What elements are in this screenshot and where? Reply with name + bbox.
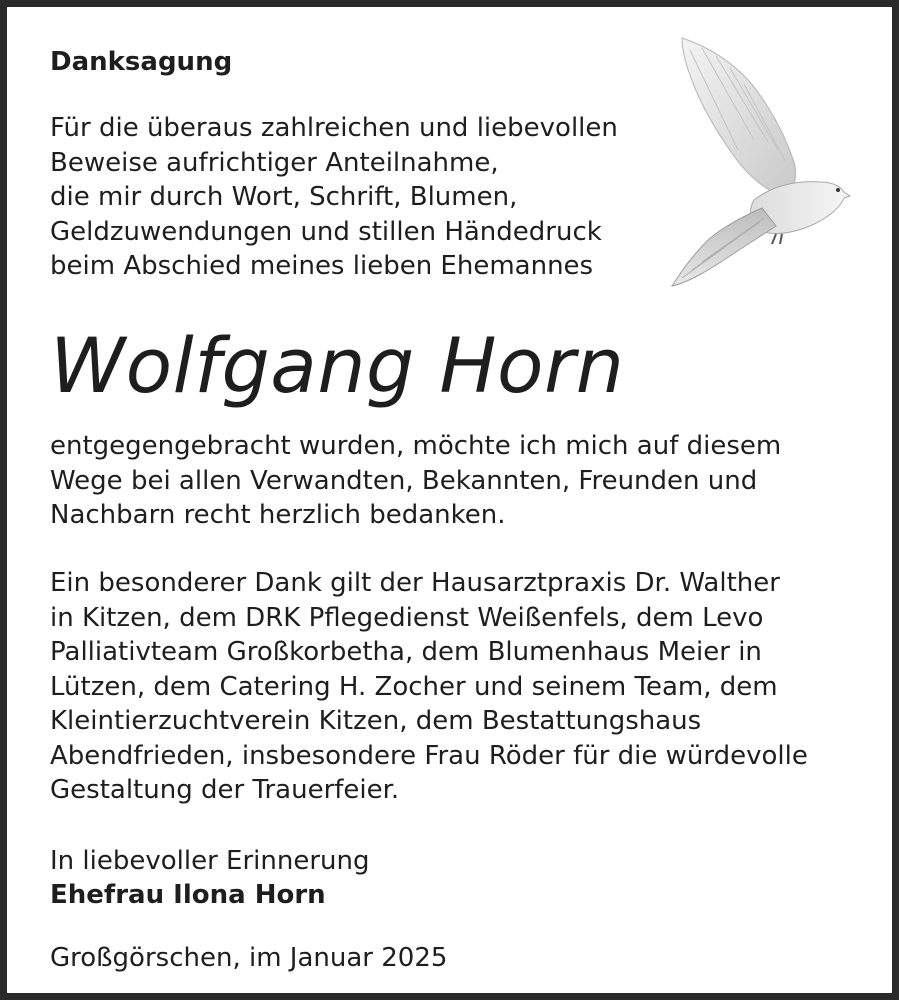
dove-icon (668, 30, 853, 292)
thanks-line: entgegengebracht wurden, möchte ich mich auf diesem (50, 431, 782, 461)
intro-text (50, 111, 618, 284)
intro-line: Für die überaus zahlreichen und liebevollen (50, 113, 618, 143)
special-thanks-line: Kleintierzuchtverein Kitzen, dem Bestattungshaus (50, 706, 702, 736)
special-thanks-line: Palliativteam Großkorbetha, dem Blumenhaus Meier in (50, 637, 762, 667)
place-date: Großgörschen, im Januar 2025 (50, 943, 448, 973)
thanks-paragraph (50, 429, 781, 533)
signature: Ehefrau Ilona Horn (50, 880, 326, 910)
special-thanks-paragraph (50, 566, 808, 808)
special-thanks-line: Abendfrieden, insbesondere Frau Röder für die würdevolle (50, 740, 808, 771)
special-thanks-line: in Kitzen, dem DRK Pflegedienst Weißenfels, dem Levo (50, 602, 764, 633)
special-thanks-line: Ein besonderer Dank gilt der Hausarztpraxis Dr. Walther (50, 568, 780, 598)
intro-line: beim Abschied meines lieben Ehemannes (50, 251, 594, 281)
thanks-line: Wege bei allen Verwandten, Bekannten, Freunden und (50, 465, 758, 496)
deceased-name: Wolfgang Horn (50, 321, 625, 410)
special-thanks-line: Gestaltung der Trauerfeier. (50, 775, 400, 805)
intro-line: Geldzuwendungen und stillen Händedruck (50, 216, 602, 247)
intro-line: die mir durch Wort, Schrift, Blumen, (50, 182, 518, 212)
special-thanks-line: Lützen, dem Catering H. Zocher und seinem Team, dem (50, 671, 778, 702)
thanks-line: Nachbarn recht herzlich bedanken. (50, 500, 506, 530)
closing-phrase: In liebevoller Erinnerung (50, 846, 370, 876)
heading: Danksagung (50, 47, 233, 77)
intro-line: Beweise aufrichtiger Anteilnahme, (50, 147, 499, 178)
